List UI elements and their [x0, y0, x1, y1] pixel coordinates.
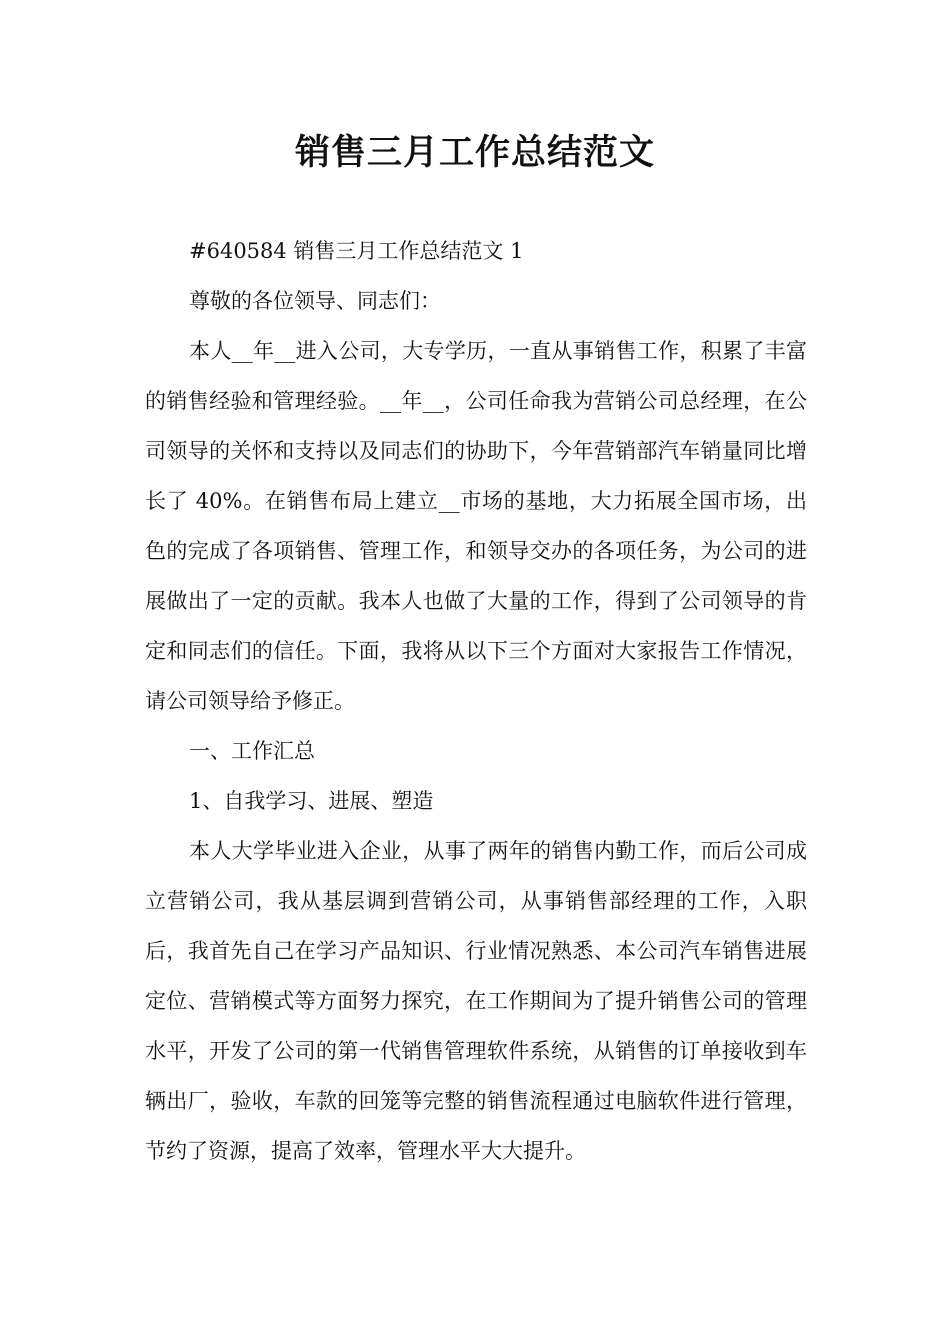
intro-paragraph: 本人__年__进入公司，大专学历，一直从事销售工作，积累了丰富的销售经验和管理经验。__年__，公司任命我为营销公司总经理，在公司领导的关怀和支持以及同志们的协助下，今年营销部汽车销量同比增长了 40%。在销售布局上建立__市场的基地，大力拓展全国市场，出色的完成了各项销售、管理工作，和领导交办的各项任务，为公司的进展做出了一定的贡献。我本人也做了大量的工作，得到了公司领导的肯定和同志们的信任。下面，我将从以下三个方面对大家报告工作情况，请公司领导给予修正。 — [145, 339, 807, 713]
body-paragraph: 本人大学毕业进入企业，从事了两年的销售内勤工作，而后公司成立营销公司，我从基层调到营销公司，从事销售部经理的工作，入职后，我首先自己在学习产品知识、行业情况熟悉、本公司汽车销售进展定位、营销模式等方面努力探究，在工作期间为了提升销售公司的管理水平，开发了公司的第一代销售管理软件系统，从销售的订单接收到车辆出厂，验收，车款的回笼等完整的销售流程通过电脑软件进行管理，节约了资源，提高了效率，管理水平大大提升。 — [145, 839, 807, 1163]
salutation: 尊敬的各位领导、同志们： — [189, 289, 441, 313]
document-body — [145, 226, 807, 1176]
document-id-heading: #640584 销售三月工作总结范文 1 — [189, 239, 524, 263]
section-heading: 一、工作汇总 — [189, 739, 315, 763]
document-title: 销售三月工作总结范文 — [294, 133, 655, 173]
subsection-heading: 1、自我学习、进展、塑造 — [189, 789, 434, 813]
